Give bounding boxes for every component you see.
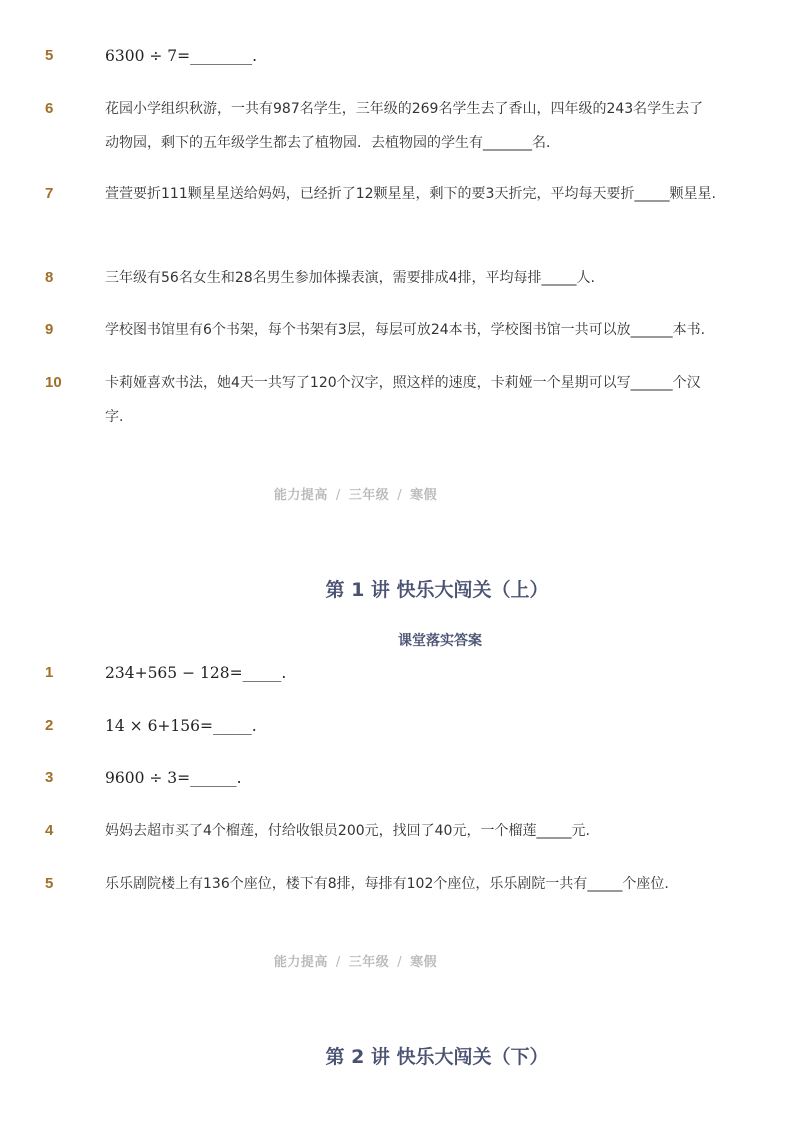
footer-term: 寒假 [410,488,438,503]
question-text: 9600 ÷ 3=______. [105,769,242,787]
lecture-title: 第 1 讲 快乐大闯关（上） [325,579,549,601]
question-number: 10 [45,374,62,391]
question-number: 4 [45,822,54,839]
page-footer [0,484,711,503]
footer-separator: / [397,488,403,503]
question-text: 三年级有56名女生和28名男生参加体操表演，需要排成4排，平均每排_____人. [105,270,595,286]
footer-separator: / [335,955,341,970]
footer-separator: / [397,955,403,970]
question-number: 3 [45,769,54,786]
question-text: 乐乐剧院楼上有136个座位，楼下有8排，每排有102个座位，乐乐剧院一共有_____个座位. [105,876,669,892]
question-number: 5 [45,875,54,892]
lecture-title: 第 2 讲 快乐大闯关（下） [325,1046,549,1068]
question-number: 5 [45,47,54,64]
question-text: 花园小学组织秋游，一共有987名学生，三年级的269名学生去了香山，四年级的243名学生去了动物园，剩下的五年级学生都去了植物园．去植物园的学生有_______名． [105,101,704,151]
question-number: 7 [45,185,54,202]
footer-course: 能力提高 [273,955,328,970]
question-number: 9 [45,321,54,338]
question-number: 1 [45,664,54,681]
question-text: 学校图书馆里有6个书架，每个书架有3层，每层可放24本书，学校图书馆一共可以放______本书. [105,322,706,338]
question-number: 2 [45,717,54,734]
section-title: 课堂落实答案 [398,633,482,649]
question-text: 萱萱要折111颗星星送给妈妈，已经折了12颗星星，剩下的要3天折完，平均每天要折_____颗星星. [105,186,716,202]
question-text: 6300 ÷ 7=________. [105,47,258,65]
question-text: 234+565 − 128=_____. [105,664,287,682]
footer-grade: 三年级 [348,955,390,970]
question-text: 14 × 6+156=_____. [105,717,257,735]
footer-term: 寒假 [410,955,438,970]
page-footer [0,951,711,970]
footer-grade: 三年级 [348,488,390,503]
footer-course: 能力提高 [273,488,328,503]
question-text: 卡莉娅喜欢书法，她4天一共写了120个汉字，照这样的速度，卡莉娅一个星期可以写______个汉字. [105,375,701,425]
footer-separator: / [335,488,341,503]
question-number: 6 [45,100,54,117]
question-number: 8 [45,269,54,286]
question-text: 妈妈去超市买了4个榴莲，付给收银员200元，找回了40元，一个榴莲_____元. [105,823,590,839]
